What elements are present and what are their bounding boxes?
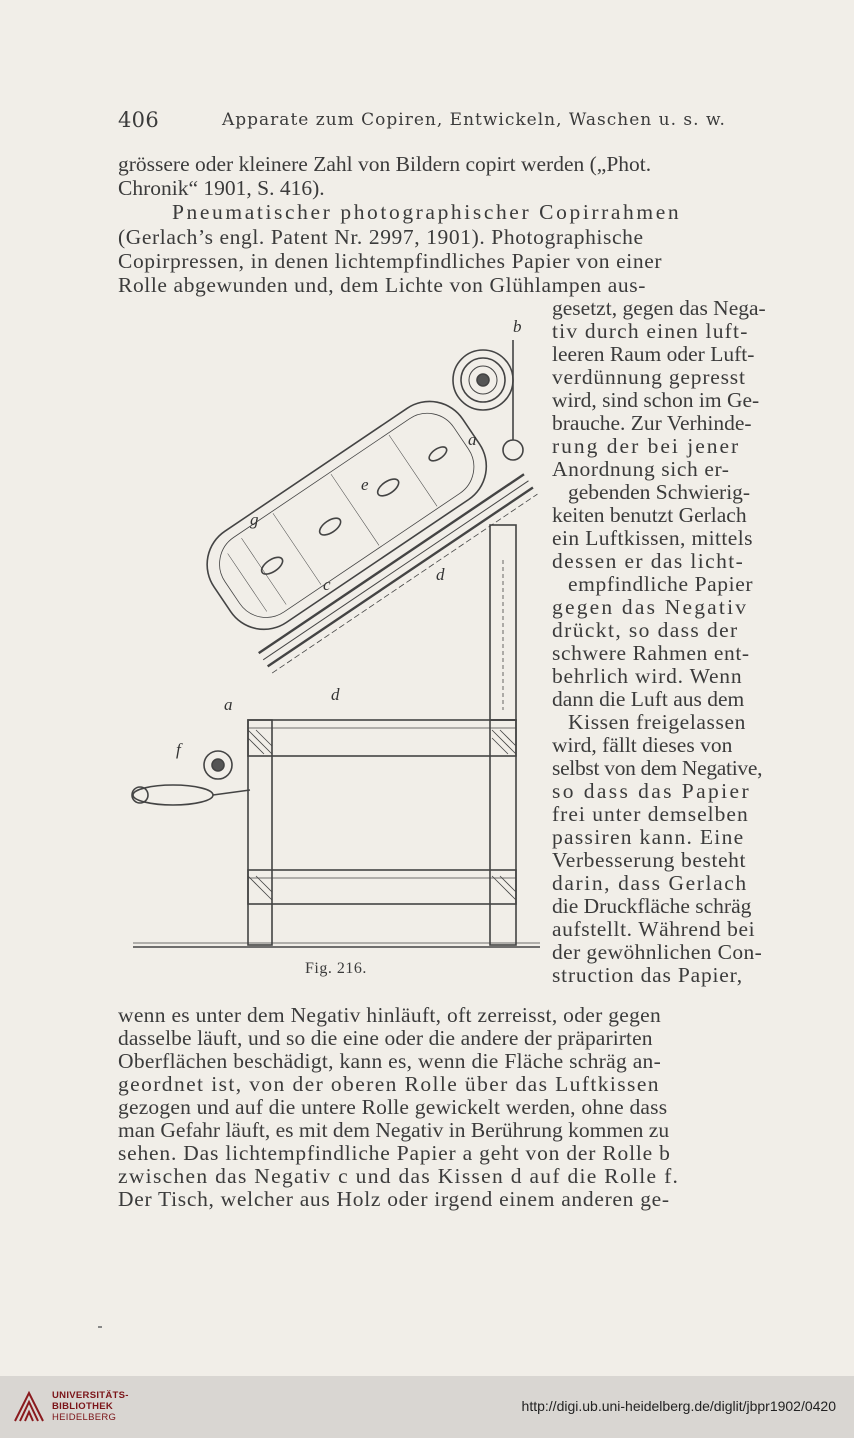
text-line: Rolle abgewunden und, dem Lichte von Glühlampen aus-: [118, 273, 646, 297]
figure-label-d-bottom: d: [331, 685, 340, 704]
column-line: leeren Raum oder Luft-: [552, 342, 755, 366]
column-line: darin, dass Gerlach: [552, 871, 748, 895]
figure-label-e: e: [361, 475, 369, 494]
page-mark: [98, 1326, 102, 1328]
column-line: so dass das Papier: [552, 779, 752, 803]
figure-label-c: c: [323, 575, 331, 594]
copying-press-illustration: [118, 310, 543, 960]
column-line: keiten benutzt Gerlach: [552, 503, 747, 527]
column-line: tiv durch einen luft-: [552, 319, 749, 343]
text-line: (Gerlach’s engl. Patent Nr. 2997, 1901). Photographische: [118, 225, 644, 249]
text-line: dasselbe läuft, und so die eine oder die andere der präparirten: [118, 1026, 653, 1050]
text-line: gezogen und auf die untere Rolle gewickelt werden, ohne dass: [118, 1095, 668, 1119]
column-line: struction das Papier,: [552, 963, 743, 987]
column-line: behrlich wird. Wenn: [552, 664, 743, 688]
figure-label-a-top: a: [468, 430, 477, 449]
column-line: frei unter demselben: [552, 802, 749, 826]
library-name: [52, 1390, 129, 1423]
text-line: geordnet ist, von der oberen Rolle über das Luftkissen: [118, 1072, 660, 1096]
column-line: verdünnung gepresst: [552, 365, 746, 389]
column-line: dessen er das licht-: [552, 549, 745, 573]
column-line: aufstellt. Während bei: [552, 917, 756, 941]
column-line: Anordnung sich er-: [552, 457, 730, 481]
running-title: Apparate zum Copiren, Entwickeln, Waschen u. s. w.: [222, 110, 726, 130]
column-line: rung der bei jener: [552, 434, 741, 458]
text-line: grössere oder kleinere Zahl von Bildern copirt werden („Phot.: [118, 152, 652, 176]
column-line: empfindliche Papier: [568, 572, 754, 596]
column-line: die Druckfläche schräg: [552, 894, 752, 918]
column-line: wird, sind schon im Ge-: [552, 388, 760, 412]
figure-label-g: g: [250, 510, 259, 529]
column-line: dann die Luft aus dem: [552, 687, 745, 711]
library-logo-icon: [12, 1390, 46, 1424]
text-line: man Gefahr läuft, es mit dem Negativ in Berührung kommen zu: [118, 1118, 670, 1142]
section-heading: Pneumatischer photographischer Copirrahmen: [172, 200, 682, 224]
text-line: Oberflächen beschädigt, kann es, wenn die Fläche schräg an-: [118, 1049, 662, 1073]
text-line: Chronik“ 1901, S. 416).: [118, 176, 325, 200]
figure-label-f: f: [176, 740, 181, 759]
column-line: wird, fällt dieses von: [552, 733, 733, 757]
column-line: drückt, so dass der: [552, 618, 739, 642]
column-line: Verbesserung besteht: [552, 848, 747, 872]
library-name-line: BIBLIOTHEK: [52, 1401, 114, 1412]
text-line: Copirpressen, in denen lichtempfindliches Papier von einer: [118, 249, 663, 273]
library-name-line: HEIDELBERG: [52, 1412, 117, 1423]
column-line: selbst von dem Negative,: [552, 756, 763, 780]
source-url[interactable]: http://digi.ub.uni-heidelberg.de/diglit/jbpr1902/0420: [521, 1398, 836, 1414]
text-line: zwischen das Negativ c und das Kissen d auf die Rolle f.: [118, 1164, 680, 1188]
column-line: schwere Rahmen ent-: [552, 641, 750, 665]
figure-label-d-top: d: [436, 565, 445, 584]
footer-bar: [0, 1376, 854, 1438]
text-line: sehen. Das lichtempfindliche Papier a geht von der Rolle b: [118, 1141, 671, 1165]
column-line: brauche. Zur Verhinde-: [552, 411, 752, 435]
column-line: ein Luftkissen, mittels: [552, 526, 753, 550]
library-name-line: UNIVERSITÄTS-: [52, 1390, 129, 1401]
figure-label-b: b: [513, 317, 522, 336]
column-line: passiren kann. Eine: [552, 825, 745, 849]
column-line: Kissen freigelassen: [568, 710, 746, 734]
column-line: der gewöhnlichen Con-: [552, 940, 763, 964]
column-line: gebenden Schwierig-: [568, 480, 751, 504]
text-line: Der Tisch, welcher aus Holz oder irgend einem anderen ge-: [118, 1187, 670, 1211]
page-number: 406: [118, 108, 159, 132]
figure-label-a-bottom: a: [224, 695, 233, 714]
figure-caption: Fig. 216.: [305, 960, 367, 977]
column-line: gegen das Negativ: [552, 595, 749, 619]
text-line: wenn es unter dem Negativ hinläuft, oft zerreisst, oder gegen: [118, 1003, 662, 1027]
column-line: gesetzt, gegen das Nega-: [552, 296, 766, 320]
